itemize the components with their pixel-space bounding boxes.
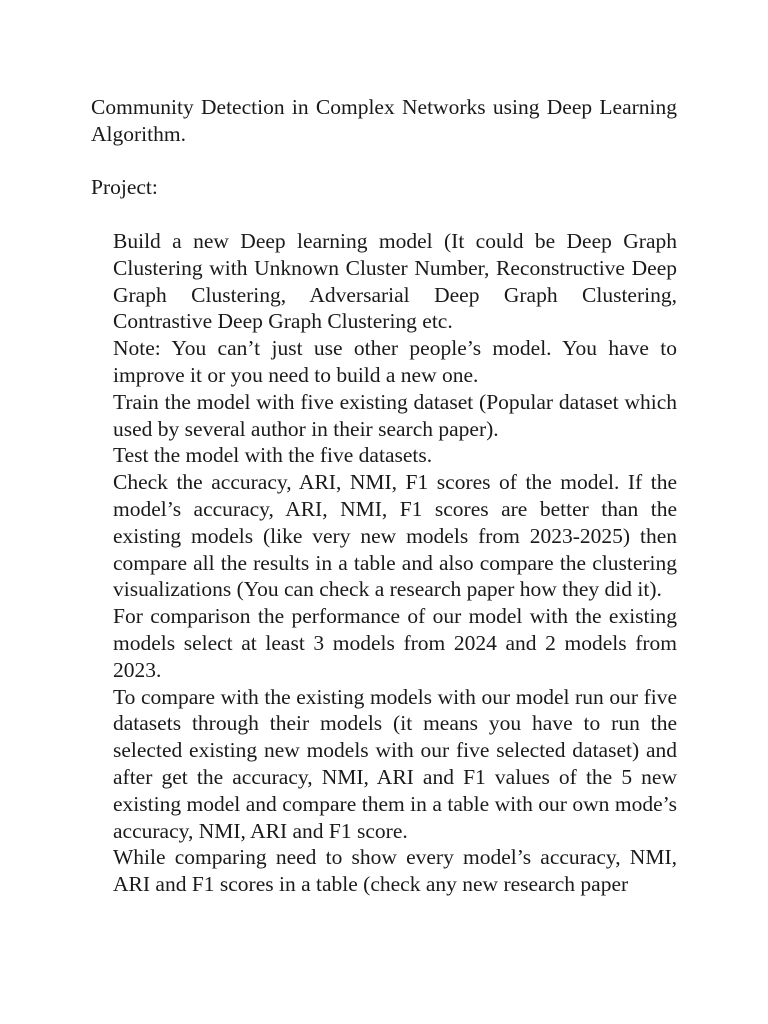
paragraph: While comparing need to show every model’s accuracy, NMI, ARI and F1 scores in a table (check any new research paper [113, 845, 677, 897]
paragraph: For comparison the performance of our model with the existing models select at least 3 models from 2024 and 2 models from 2023. [113, 604, 677, 682]
paragraph: Check the accuracy, ARI, NMI, F1 scores of the model. If the model’s accuracy, ARI, NMI, F1 scores are better than the existing models (like very new models from 2023-2025) then compare all the results in a table and also compare the clustering visualizations (You can check a research paper how they did it). [113, 470, 677, 602]
paragraph: Build a new Deep learning model (It could be Deep Graph Clustering with Unknown Cluster Number, Reconstructive Deep Graph Clustering, Adversarial Deep Graph Clustering, Contrastive Deep Graph Clustering etc. [113, 228, 677, 334]
section-label: Project: [91, 175, 158, 200]
project-description [91, 228, 677, 898]
document-title: Community Detection in Complex Networks using Deep Learning Algorithm. [91, 95, 677, 146]
paragraph: Note: You can’t just use other people’s model. You have to improve it or you need to build a new one. [113, 336, 677, 387]
document-content [91, 94, 677, 898]
paragraph: Test the model with the five datasets. [113, 443, 433, 468]
paragraph: To compare with the existing models with our model run our five datasets through their models (it means you have to run the selected existing new models with our five selected dataset) and after get the accuracy, NMI, ARI and F1 values of the 5 new existing model and compare them in a table with our own mode’s accuracy, NMI, ARI and F1 score. [113, 684, 677, 843]
paragraph: Train the model with five existing dataset (Popular dataset which used by several author in their search paper). [113, 389, 677, 441]
